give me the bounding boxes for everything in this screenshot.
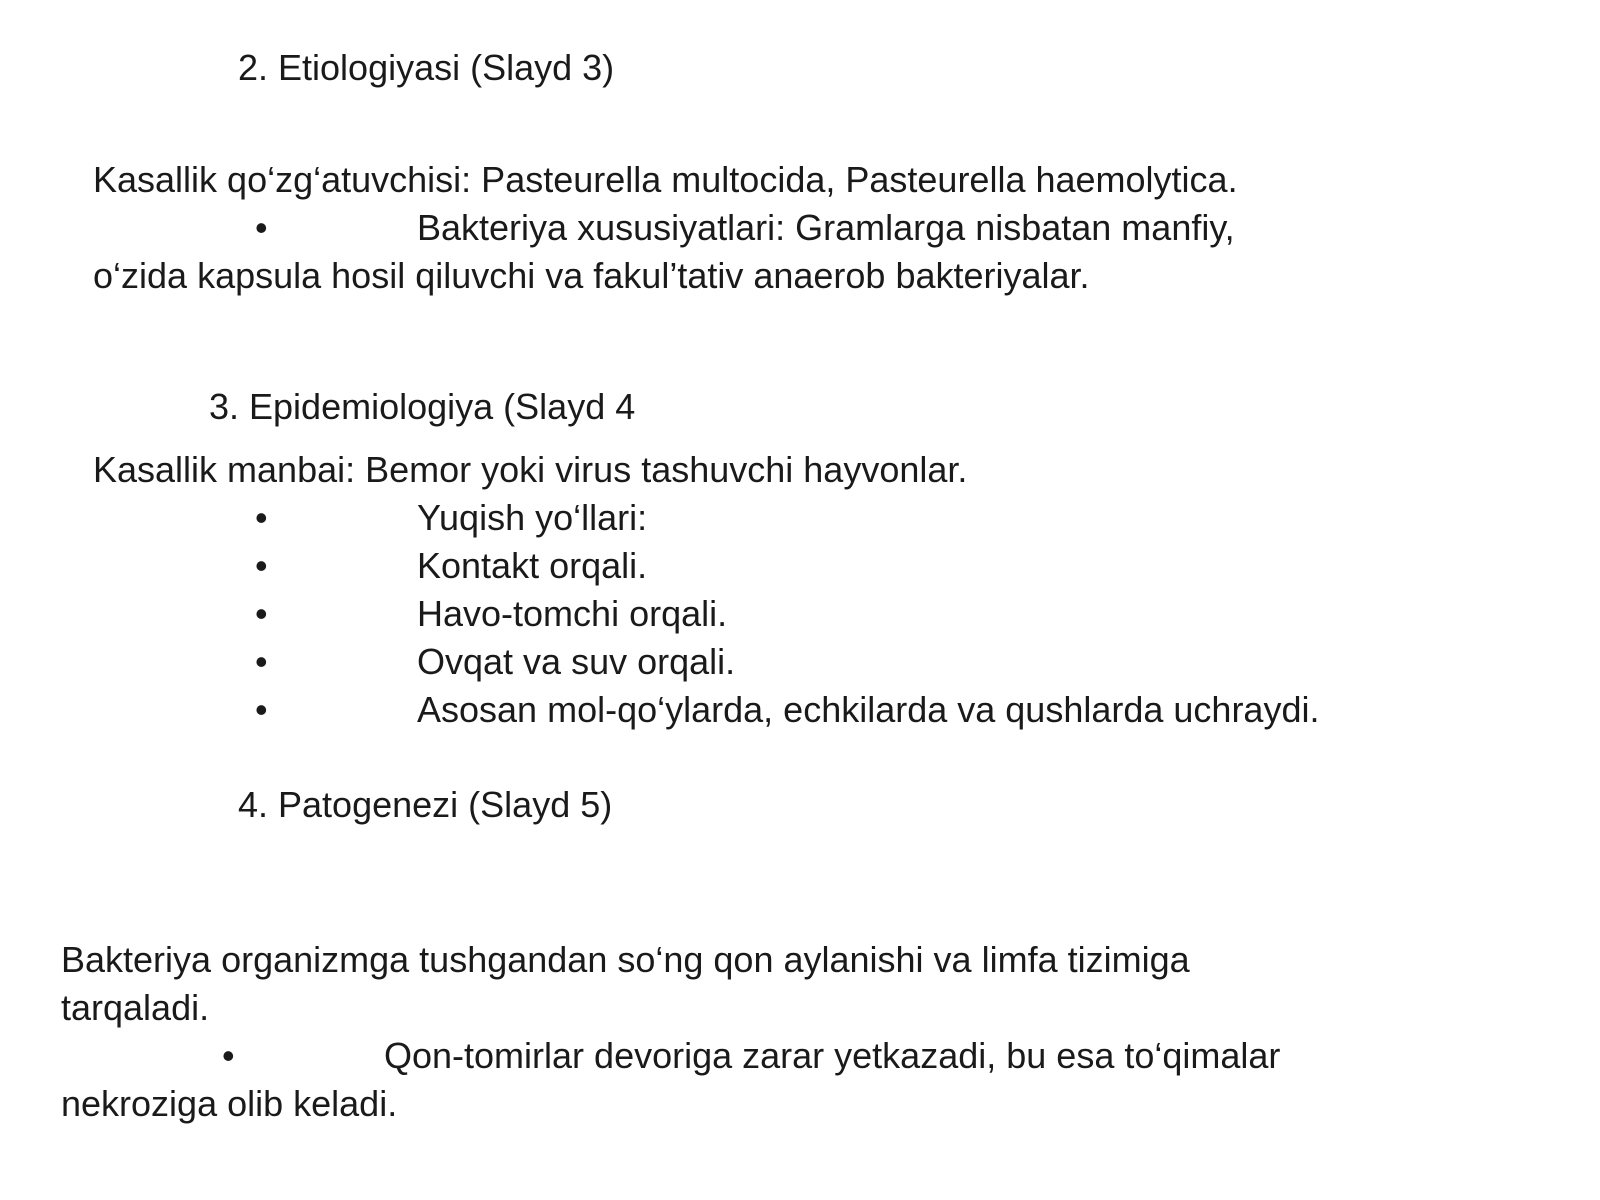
bullet-marker: • (255, 545, 268, 586)
list-item-text: Kontakt orqali. (417, 545, 648, 586)
bullet-marker: • (255, 593, 268, 634)
bullet-marker: • (255, 689, 268, 730)
list-item-text: Havo-tomchi orqali. (417, 593, 728, 634)
bullet-marker: • (222, 1035, 235, 1076)
vessel-damage-continuation: nekroziga olib keladi. (61, 1083, 398, 1124)
bacteria-properties-continuation: o‘zida kapsula hosil qiluvchi va fakul’tativ anaerob bakteriyalar. (93, 255, 1090, 296)
vessel-damage-text: Qon-tomirlar devoriga zarar yetkazadi, bu esa to‘qimalar (384, 1035, 1281, 1076)
pathogenesis-paragraph: Bakteriya organizmga tushgandan so‘ng qon aylanishi va limfa tizimiga (61, 939, 1190, 980)
bullet-marker: • (255, 641, 268, 682)
pathogen-text: Kasallik qo‘zg‘atuvchisi: Pasteurella multocida, Pasteurella haemolytica. (93, 159, 1238, 200)
disease-source-text: Kasallik manbai: Bemor yoki virus tashuvchi hayvonlar. (93, 449, 968, 490)
bullet-marker: • (255, 207, 268, 248)
list-item-text: Asosan mol-qo‘ylarda, echkilarda va qushlarda uchraydi. (417, 689, 1320, 730)
list-item-text: Ovqat va suv orqali. (417, 641, 736, 682)
bacteria-properties-text: Bakteriya xususiyatlari: Gramlarga nisbatan manfiy, (417, 207, 1235, 248)
heading-pathogenesis: 4. Patogenezi (Slayd 5) (238, 784, 613, 825)
heading-epidemiology: 3. Epidemiologiya (Slayd 4 (209, 386, 636, 427)
heading-etiology: 2. Etiologiyasi (Slayd 3) (238, 47, 615, 88)
pathogenesis-paragraph-continuation: tarqaladi. (61, 987, 210, 1028)
list-item-text: Yuqish yo‘llari: (417, 497, 648, 538)
bullet-marker: • (255, 497, 268, 538)
